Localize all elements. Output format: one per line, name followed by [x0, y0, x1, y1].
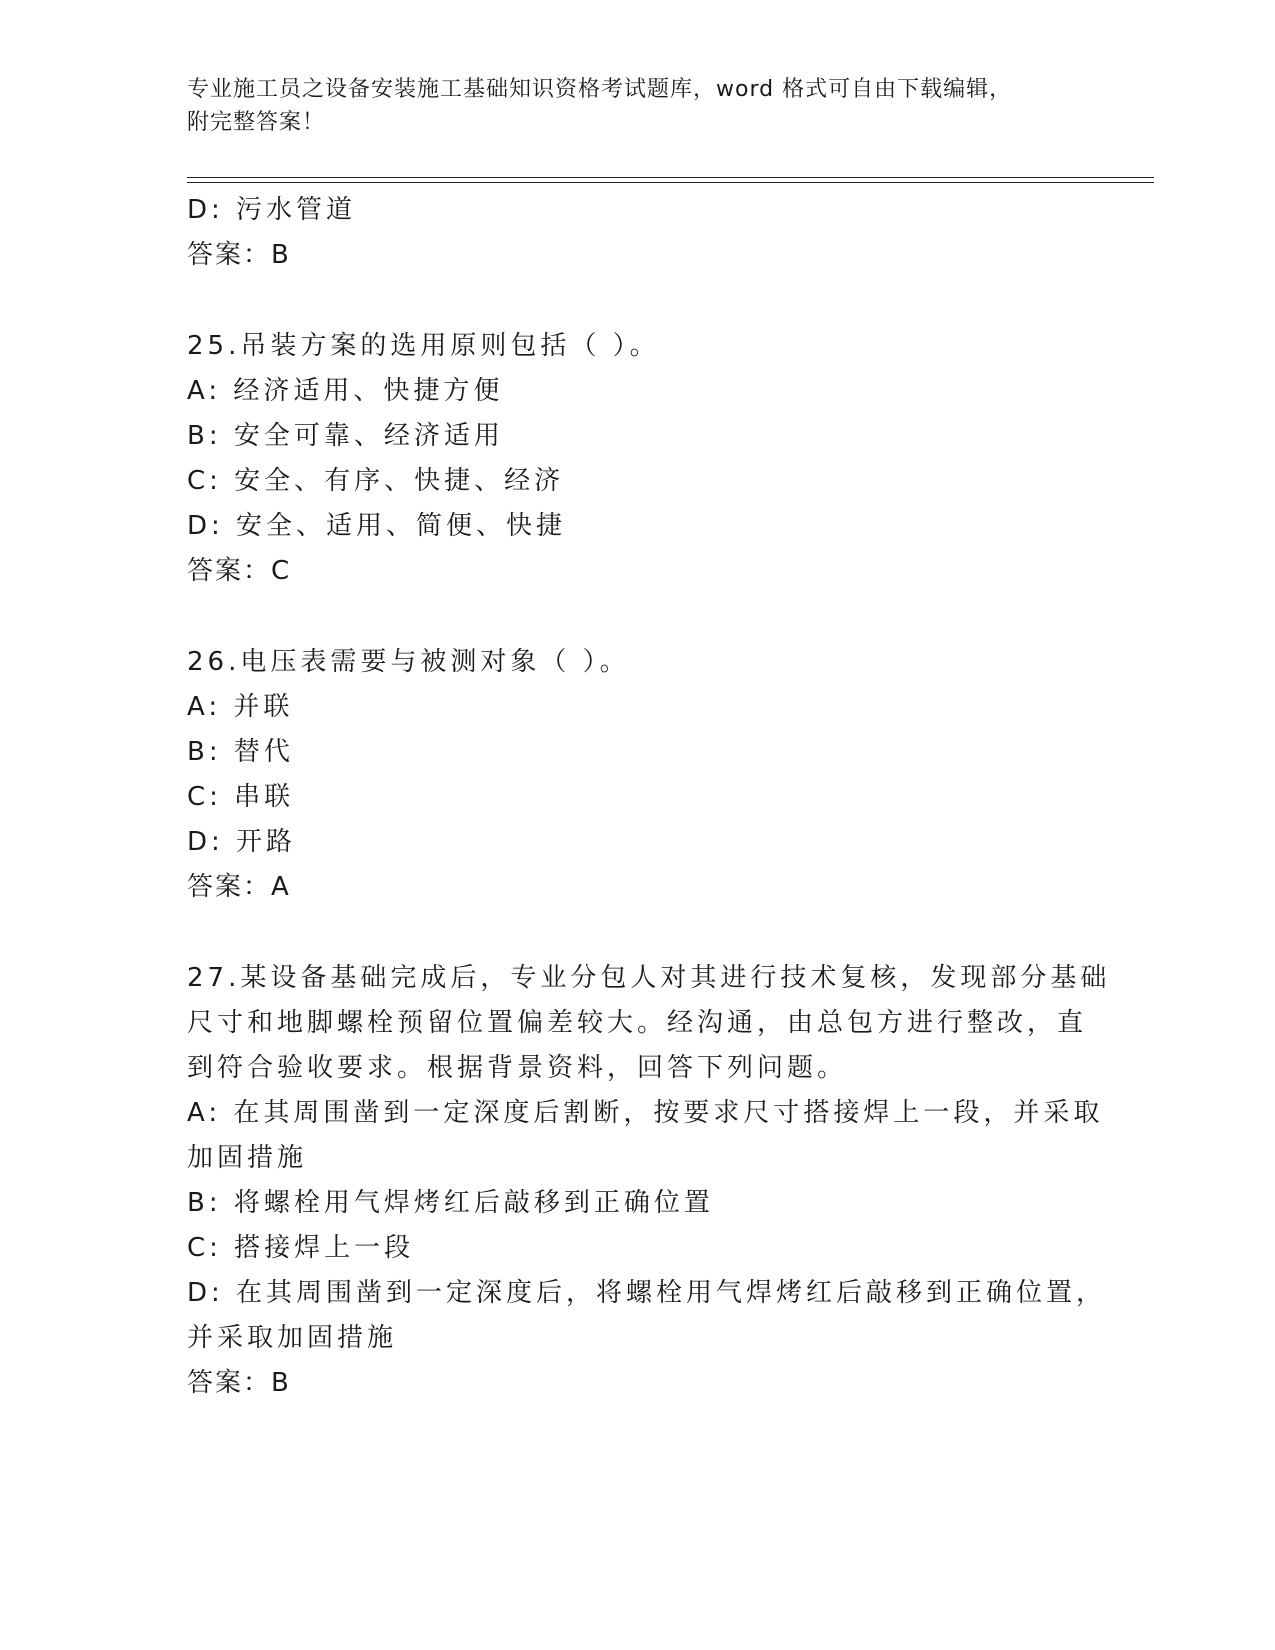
question-stem: 26.电压表需要与被测对象（ ）。: [187, 647, 630, 677]
option-c: C: 安全、有序、快捷、经济: [187, 466, 565, 496]
spacer: [187, 910, 1087, 956]
question-list: [187, 188, 1111, 1406]
option-d-line-1: D: 在其周围凿到一定深度后，将螺栓用气焊烤红后敲移到正确位置，: [187, 1278, 1107, 1308]
question-stem-line-1: 27.某设备基础完成后，专业分包人对其进行技术复核，发现部分基础: [187, 963, 1111, 993]
option-a: A: 并联: [187, 692, 294, 722]
answer-value: B: [271, 240, 293, 270]
option-b: B: 将螺栓用气焊烤红后敲移到正确位置: [187, 1188, 714, 1218]
option-a-line-1: A: 在其周围凿到一定深度后割断，按要求尺寸搭接焊上一段，并采取: [187, 1098, 1104, 1128]
option-d-line-2: 并采取加固措施: [187, 1323, 398, 1353]
option-d: D: 安全、适用、简便、快捷: [187, 511, 567, 541]
header-divider-top: [187, 177, 1154, 178]
answer-label: 答案：: [187, 1368, 272, 1398]
option-d: D: 污水管道: [187, 195, 357, 225]
option-b: B: 替代: [187, 737, 294, 767]
option-b: B: 安全可靠、经济适用: [187, 421, 504, 451]
header-divider-bottom: [187, 182, 1154, 183]
document-header: [187, 73, 1087, 139]
spacer: [187, 278, 1087, 324]
option-d: D: 开路: [187, 827, 297, 857]
answer-line: [187, 865, 1087, 910]
option-c: C: 串联: [187, 782, 295, 812]
question-stem-line-2: 尺寸和地脚螺栓预留位置偏差较大。经沟通，由总包方进行整改，直: [187, 1008, 1088, 1038]
option-a-line-2: 加固措施: [187, 1143, 308, 1173]
answer-label: 答案：: [187, 872, 272, 902]
answer-label: 答案：: [187, 556, 272, 586]
answer-value: B: [271, 1368, 293, 1398]
answer-value: A: [271, 872, 293, 902]
spacer: [187, 594, 1087, 640]
answer-line: [187, 233, 1087, 278]
header-line-2: 附完整答案！: [187, 110, 326, 135]
option-a: A: 经济适用、快捷方便: [187, 376, 504, 406]
option-c: C: 搭接焊上一段: [187, 1233, 415, 1263]
question-26: [187, 640, 1087, 910]
question-25: [187, 324, 1087, 594]
question-stem-line-3: 到符合验收要求。根据背景资料，回答下列问题。: [187, 1053, 848, 1083]
header-line-1: 专业施工员之设备安装施工基础知识资格考试题库，word 格式可自由下载编辑，: [187, 77, 1013, 102]
question-27: [187, 956, 1111, 1406]
answer-line: [187, 549, 1087, 594]
answer-value: C: [271, 556, 294, 586]
previous-question-tail: [187, 188, 1087, 278]
question-stem: 25.吊装方案的选用原则包括（ ）。: [187, 331, 660, 361]
answer-line: [187, 1361, 1087, 1406]
answer-label: 答案：: [187, 240, 272, 270]
